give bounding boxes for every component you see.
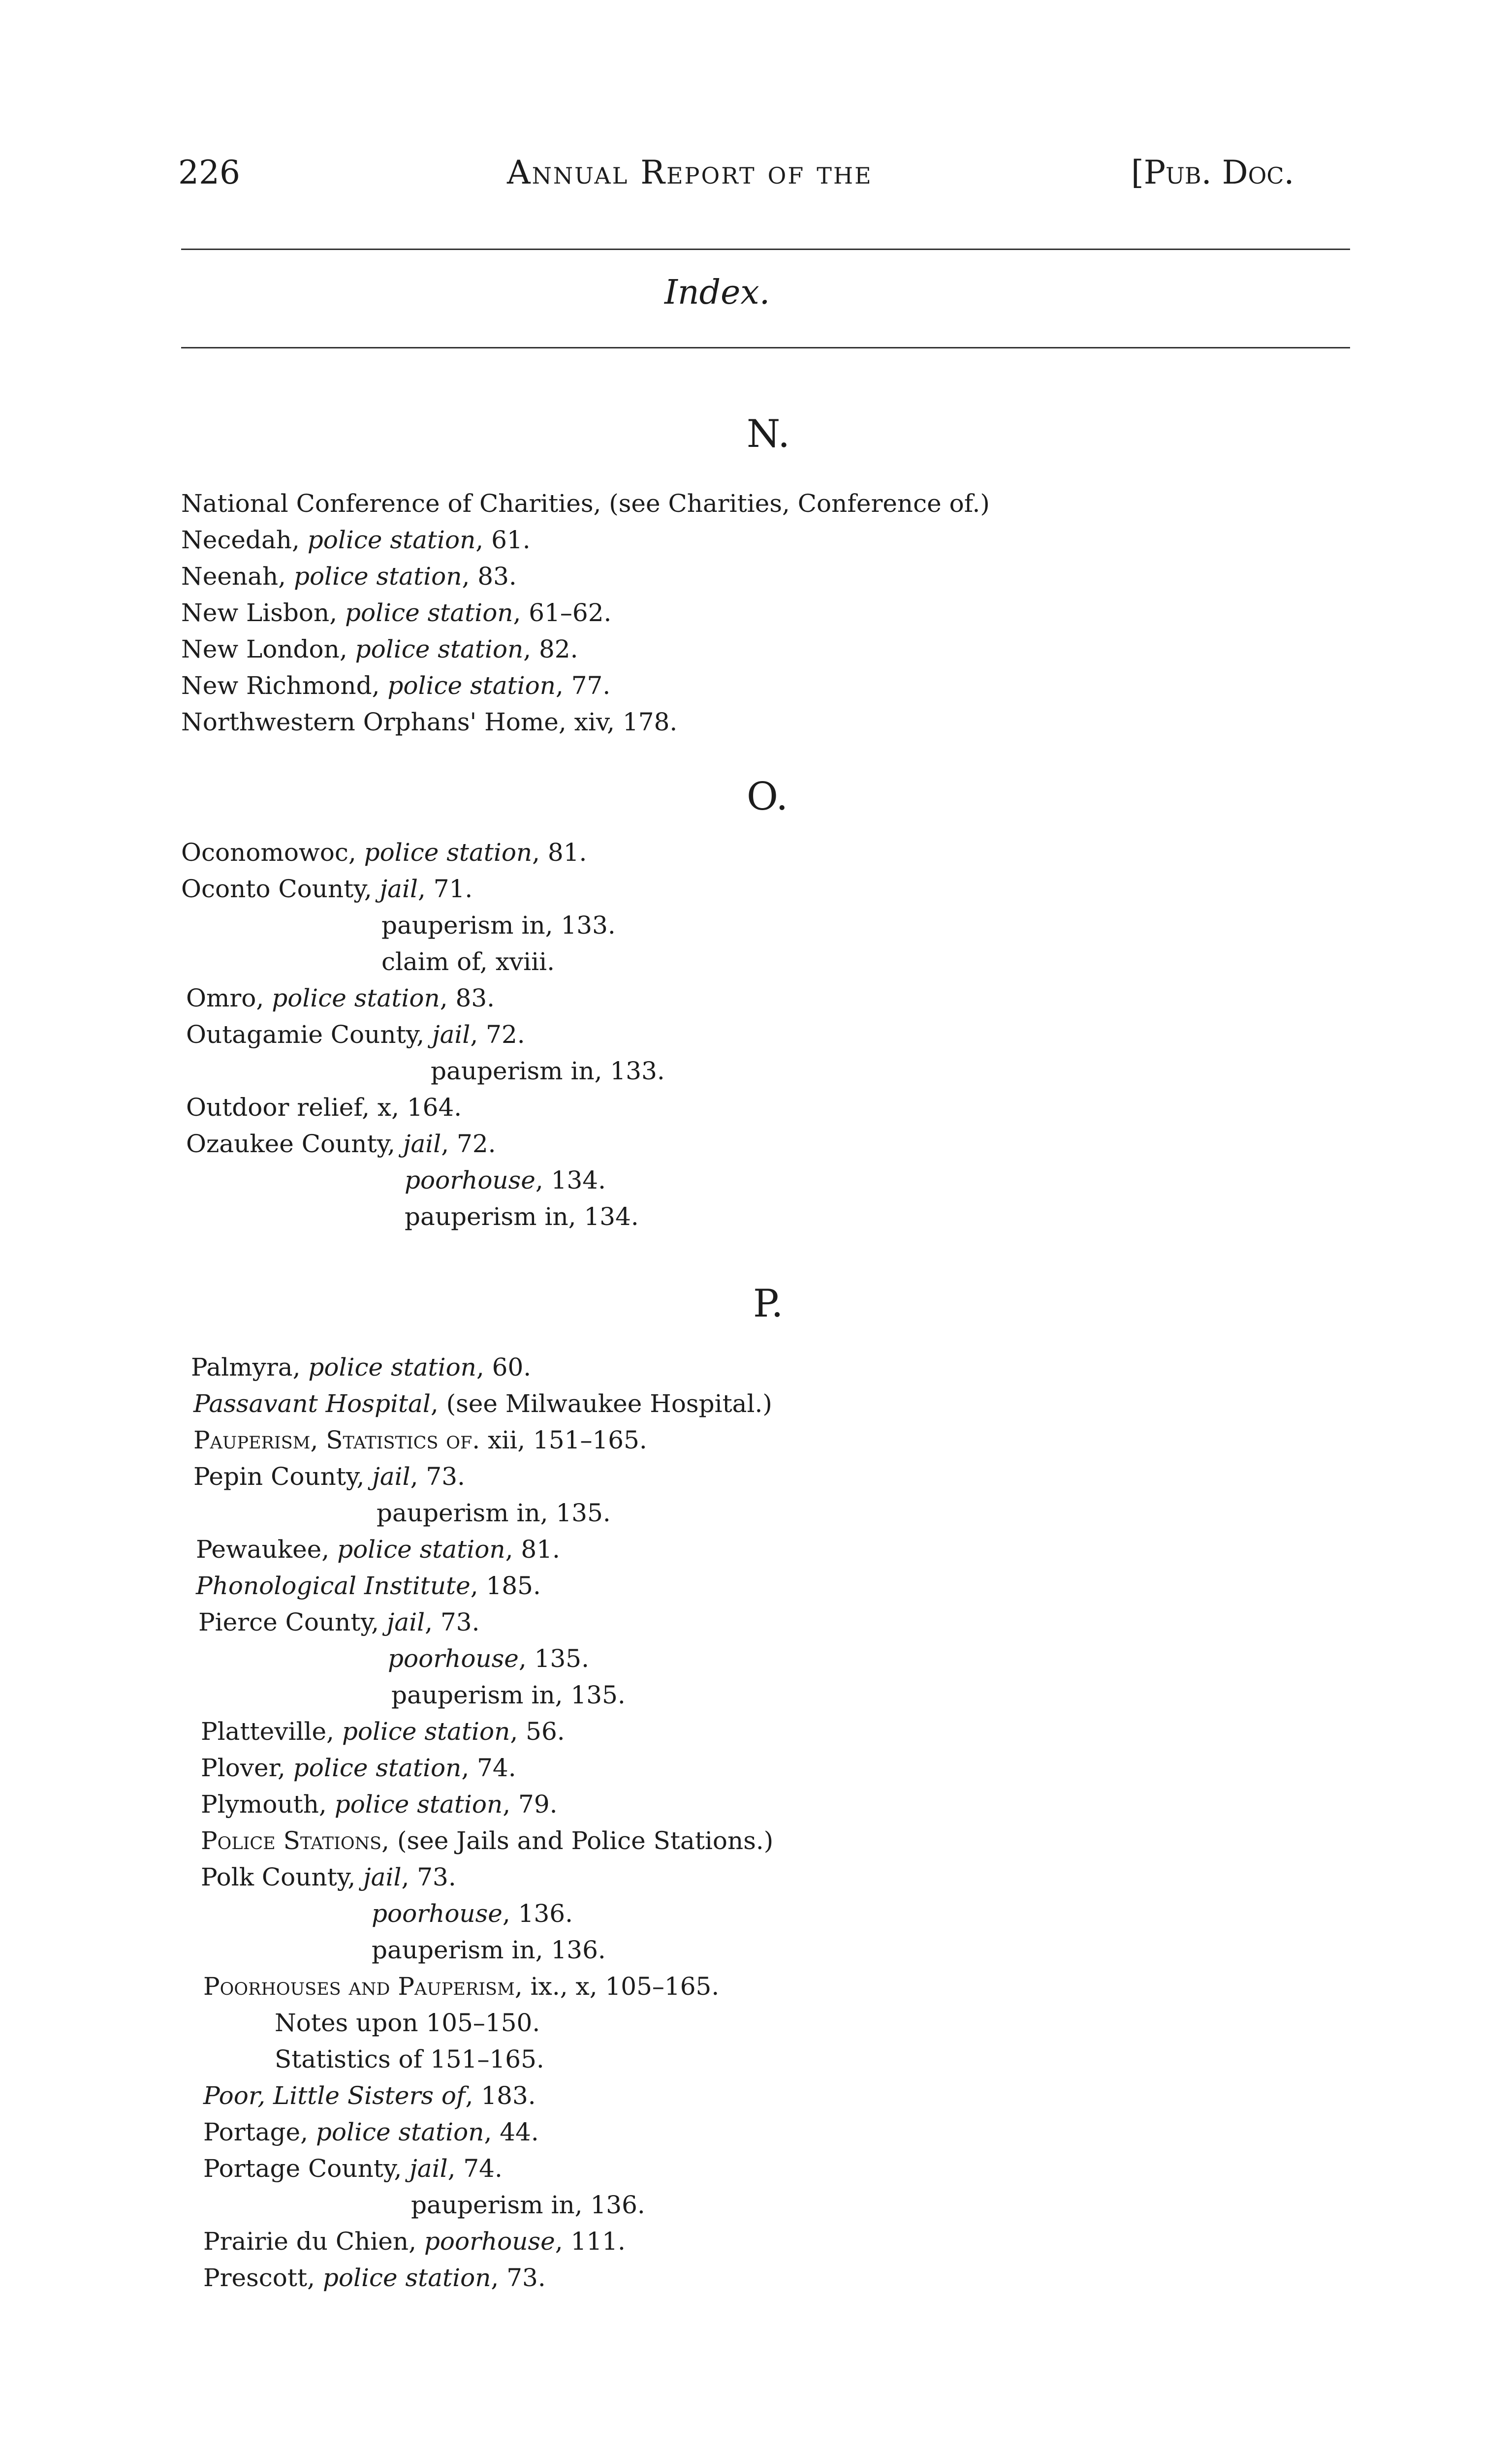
index-entry: Platteville, police station, 56. <box>201 1717 565 1746</box>
title-rule <box>181 347 1350 348</box>
index-entry: New London, police station, 82. <box>181 635 578 663</box>
index-subentry: pauperism in, 135. <box>391 1681 626 1709</box>
index-entry: Pierce County, jail, 73. <box>198 1608 480 1636</box>
index-entry: Neenah, police station, 83. <box>181 562 517 591</box>
index-entry: Plymouth, police station, 79. <box>201 1790 558 1819</box>
index-subentry: pauperism in, 133. <box>431 1057 665 1085</box>
index-entry: Prescott, police station, 73. <box>203 2263 546 2292</box>
section-letter-o: O. <box>747 775 788 819</box>
index-entry: Oconomowoc, police station, 81. <box>181 838 587 867</box>
index-entry: Police Stations, (see Jails and Police Stations.) <box>201 1826 774 1855</box>
index-entry: Pewaukee, police station, 81. <box>196 1535 560 1564</box>
index-entry: Ozaukee County, jail, 72. <box>186 1130 496 1158</box>
index-entry: Poor, Little Sisters of, 183. <box>203 2081 536 2110</box>
running-title: Annual Report of the <box>507 154 873 191</box>
page-number: 226 <box>178 154 240 191</box>
index-entry: New Lisbon, police station, 61–62. <box>181 598 612 627</box>
index-entry: Necedah, police station, 61. <box>181 526 531 554</box>
index-entry: Plover, police station, 74. <box>201 1754 516 1782</box>
header-rule <box>181 249 1350 250</box>
index-entry: Poorhouses and Pauperism, ix., x, 105–165. <box>203 1972 720 2001</box>
index-entry: Phonological Institute, 185. <box>196 1571 541 1600</box>
index-subentry: claim of, xviii. <box>381 947 555 976</box>
section-letter-p: P. <box>753 1282 784 1326</box>
index-subentry: poorhouse, 134. <box>405 1166 606 1194</box>
index-subentry: pauperism in, 134. <box>405 1202 639 1231</box>
index-title: Index. <box>664 273 770 312</box>
index-subentry: poorhouse, 135. <box>388 1644 589 1673</box>
index-subentry: Statistics of 151–165. <box>275 2045 544 2074</box>
index-entry: Palmyra, police station, 60. <box>191 1353 532 1382</box>
index-entry: Pepin County, jail, 73. <box>193 1462 465 1491</box>
index-entry: Prairie du Chien, poorhouse, 111. <box>203 2227 626 2256</box>
index-entry: National Conference of Charities, (see Charities, Conference of.) <box>181 489 990 518</box>
index-entry: Pauperism, Statistics of. xii, 151–165. <box>193 1426 647 1454</box>
index-entry: Oconto County, jail, 71. <box>181 875 473 903</box>
section-letter-n: N. <box>747 412 790 456</box>
index-entry: Omro, police station, 83. <box>186 984 495 1012</box>
index-subentry: Notes upon 105–150. <box>275 2009 540 2037</box>
index-subentry: pauperism in, 136. <box>372 1936 606 1964</box>
index-entry: Polk County, jail, 73. <box>201 1863 456 1891</box>
index-subentry: pauperism in, 133. <box>381 911 616 940</box>
index-subentry: pauperism in, 136. <box>411 2191 645 2219</box>
index-entry: Outdoor relief, x, 164. <box>186 1093 462 1122</box>
index-subentry: poorhouse, 136. <box>372 1899 573 1928</box>
index-entry: New Richmond, police station, 77. <box>181 671 611 700</box>
document-label: [Pub. Doc. <box>1131 154 1294 191</box>
index-entry: Northwestern Orphans' Home, xiv, 178. <box>181 708 678 736</box>
index-entry: Outagamie County, jail, 72. <box>186 1020 525 1049</box>
index-entry: Portage, police station, 44. <box>203 2118 539 2146</box>
index-subentry: pauperism in, 135. <box>377 1499 611 1527</box>
index-entry: Passavant Hospital, (see Milwaukee Hospital.) <box>193 1389 772 1418</box>
index-entry: Portage County, jail, 74. <box>203 2154 503 2183</box>
